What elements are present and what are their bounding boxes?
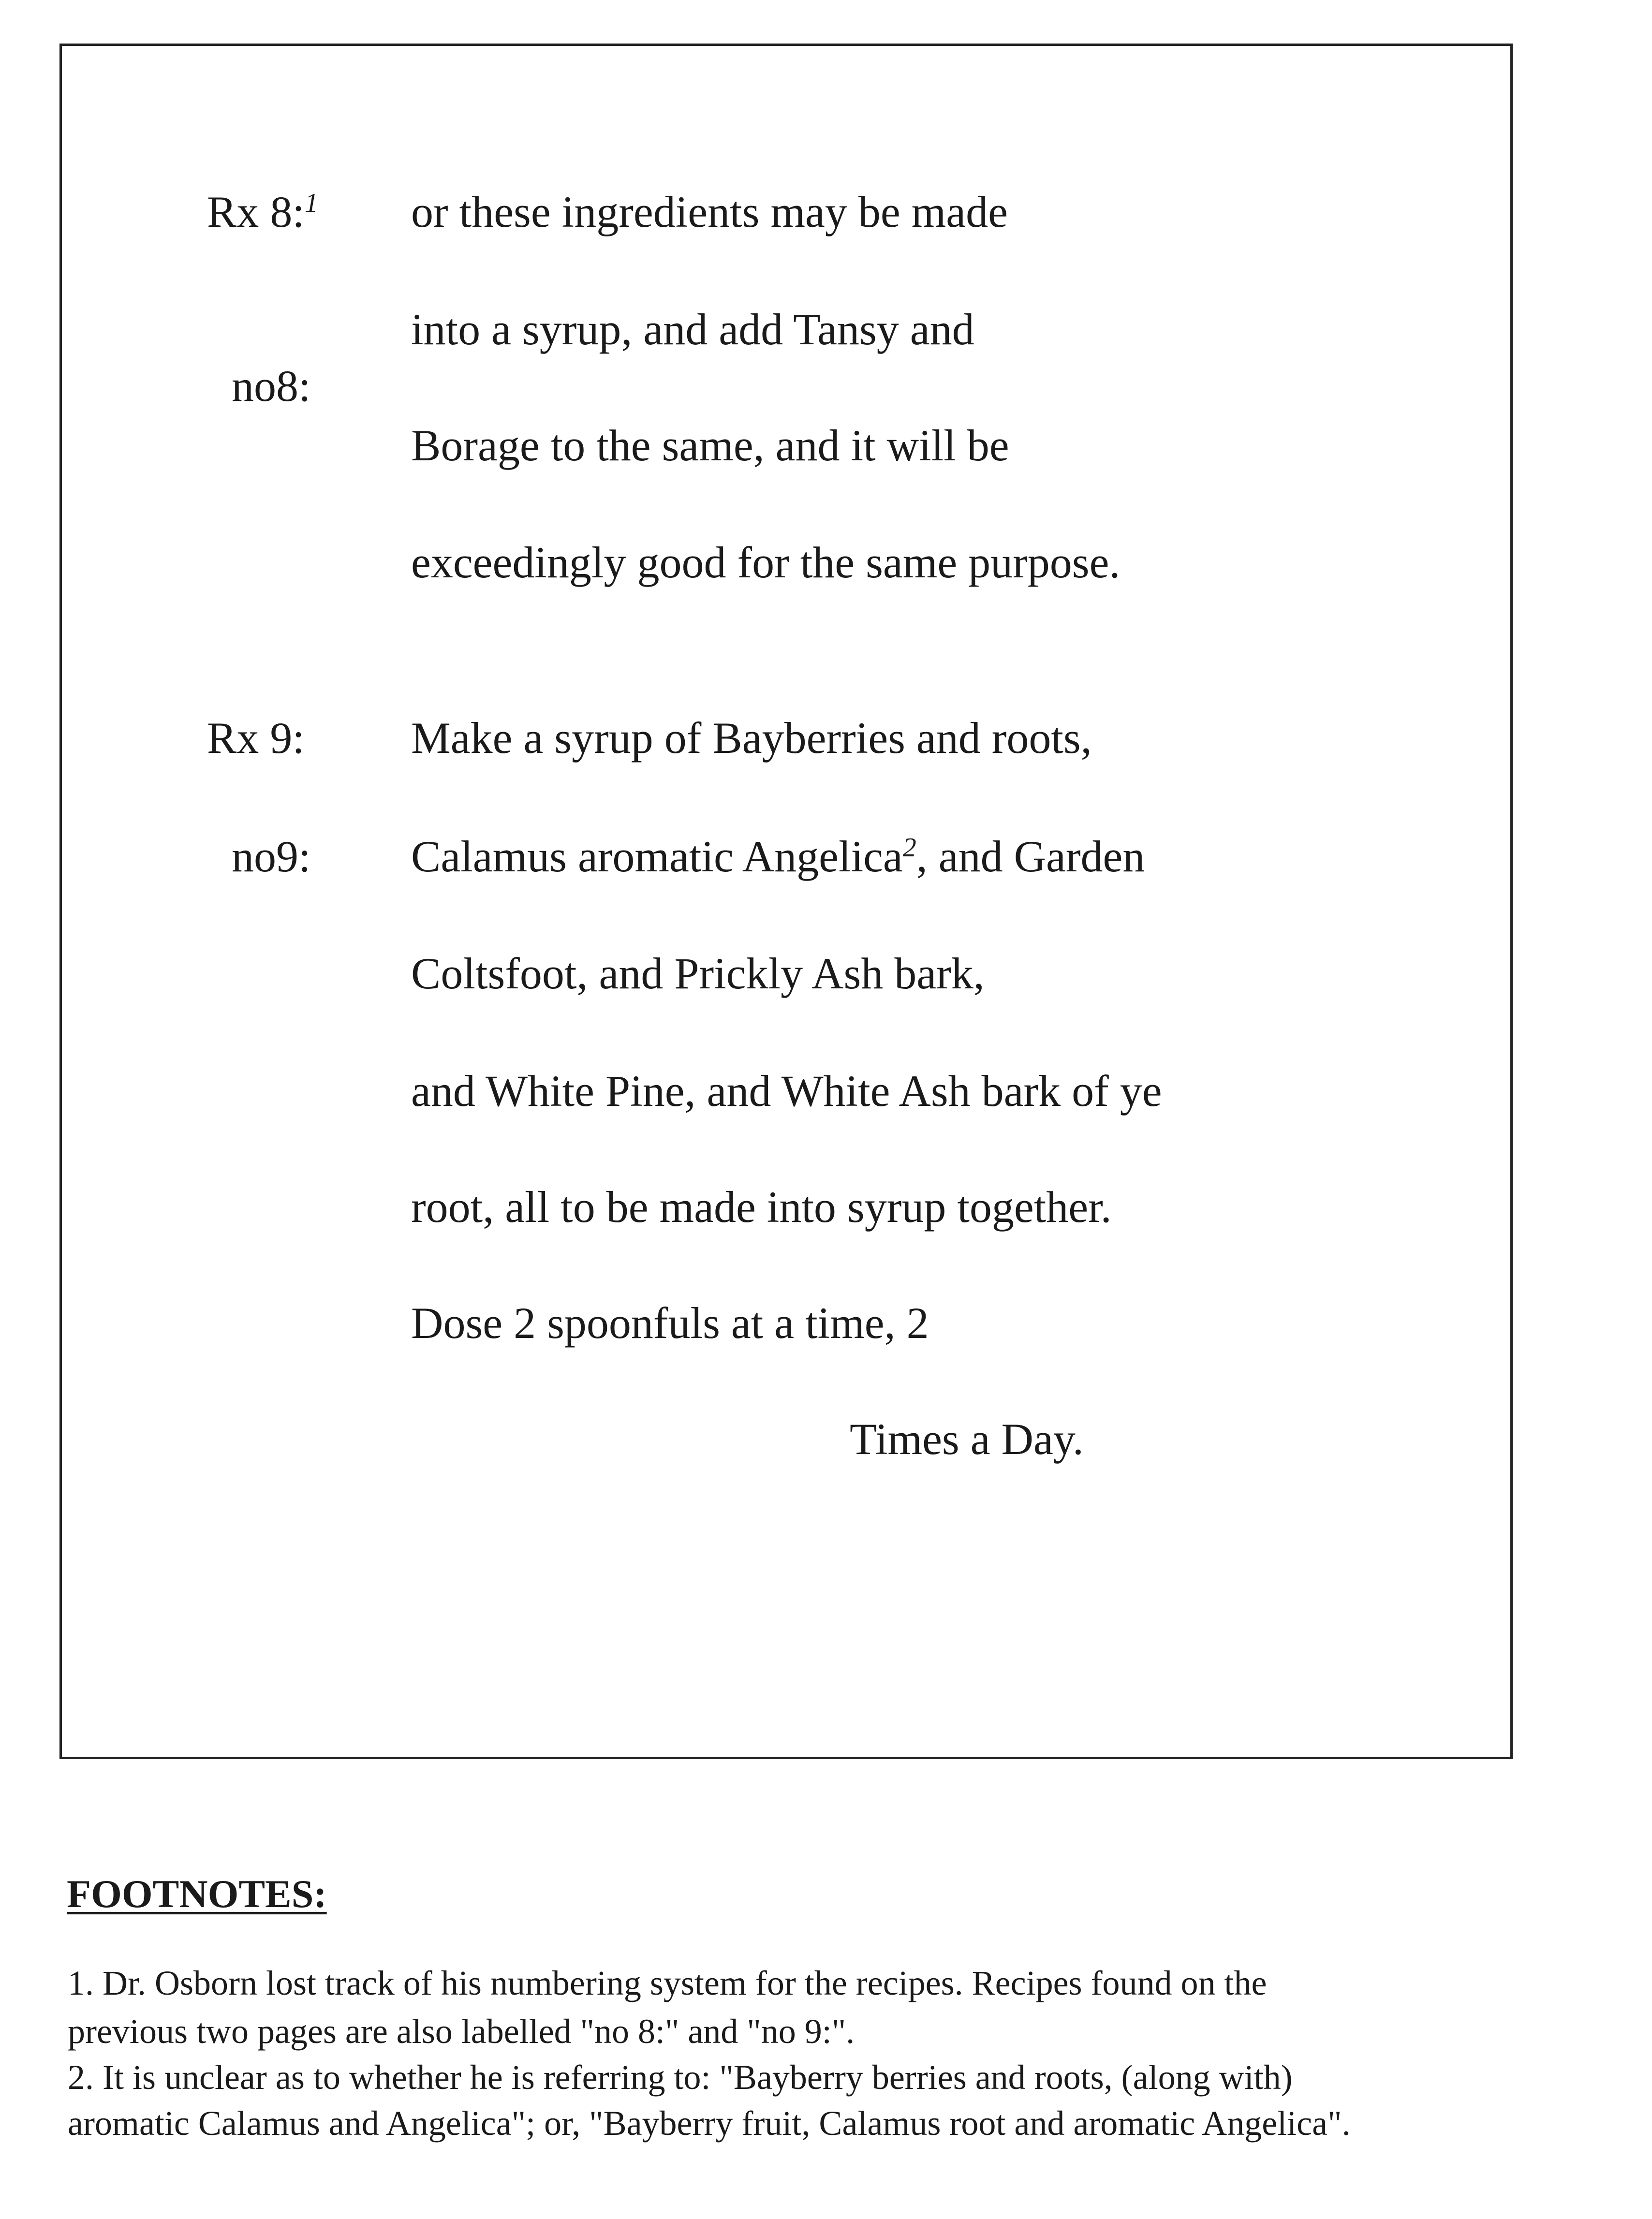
no9-label: no9: xyxy=(232,832,311,881)
footnotes-title: FOOTNOTES: xyxy=(67,1872,327,1916)
footnote-line-2: previous two pages are also labelled "no 8:" and "no 9:". xyxy=(68,2012,855,2051)
footnote-line-3: 2. It is unclear as to whether he is referring to: "Bayberry berries and roots, (along with) xyxy=(68,2058,1293,2097)
rx9-label: Rx 9: xyxy=(207,713,305,763)
rx9-line-3: Coltsfoot, and Prickly Ash bark, xyxy=(411,949,985,998)
footnote-line-4: aromatic Calamus and Angelica"; or, "Bayberry fruit, Calamus root and aromatic Angelica". xyxy=(68,2104,1351,2143)
rx8-line-4: exceedingly good for the same purpose. xyxy=(411,538,1121,587)
footnote-line-1: 1. Dr. Osborn lost track of his numbering system for the recipes. Recipes found on the xyxy=(68,1964,1267,2002)
rx9-line-1: Make a syrup of Bayberries and roots, xyxy=(411,713,1092,763)
footnote-ref-2: 2 xyxy=(902,833,916,863)
rx9-line-2 xyxy=(411,834,1145,879)
rx9-line-7: Times a Day. xyxy=(850,1414,1084,1464)
footnote-ref-1: 1 xyxy=(304,188,318,219)
rx8-line-1: or these ingredients may be made xyxy=(411,187,1008,236)
rx9-line-2-a: Calamus aromatic Angelica xyxy=(411,832,903,881)
rx9-line-5: root, all to be made into syrup together. xyxy=(411,1182,1112,1232)
rx8-label xyxy=(207,187,318,236)
rx8-line-3: Borage to the same, and it will be xyxy=(411,421,1009,470)
rx9-line-2-b: , and Garden xyxy=(916,832,1145,881)
rx9-line-6: Dose 2 spoonfuls at a time, 2 xyxy=(411,1298,929,1348)
no8-label: no8: xyxy=(232,361,311,411)
rx8-label-text: Rx 8: xyxy=(207,187,305,236)
rx9-line-4: and White Pine, and White Ash bark of ye xyxy=(411,1066,1162,1116)
rx8-line-2: into a syrup, and add Tansy and xyxy=(411,305,974,354)
recipe-box xyxy=(59,44,1513,1759)
